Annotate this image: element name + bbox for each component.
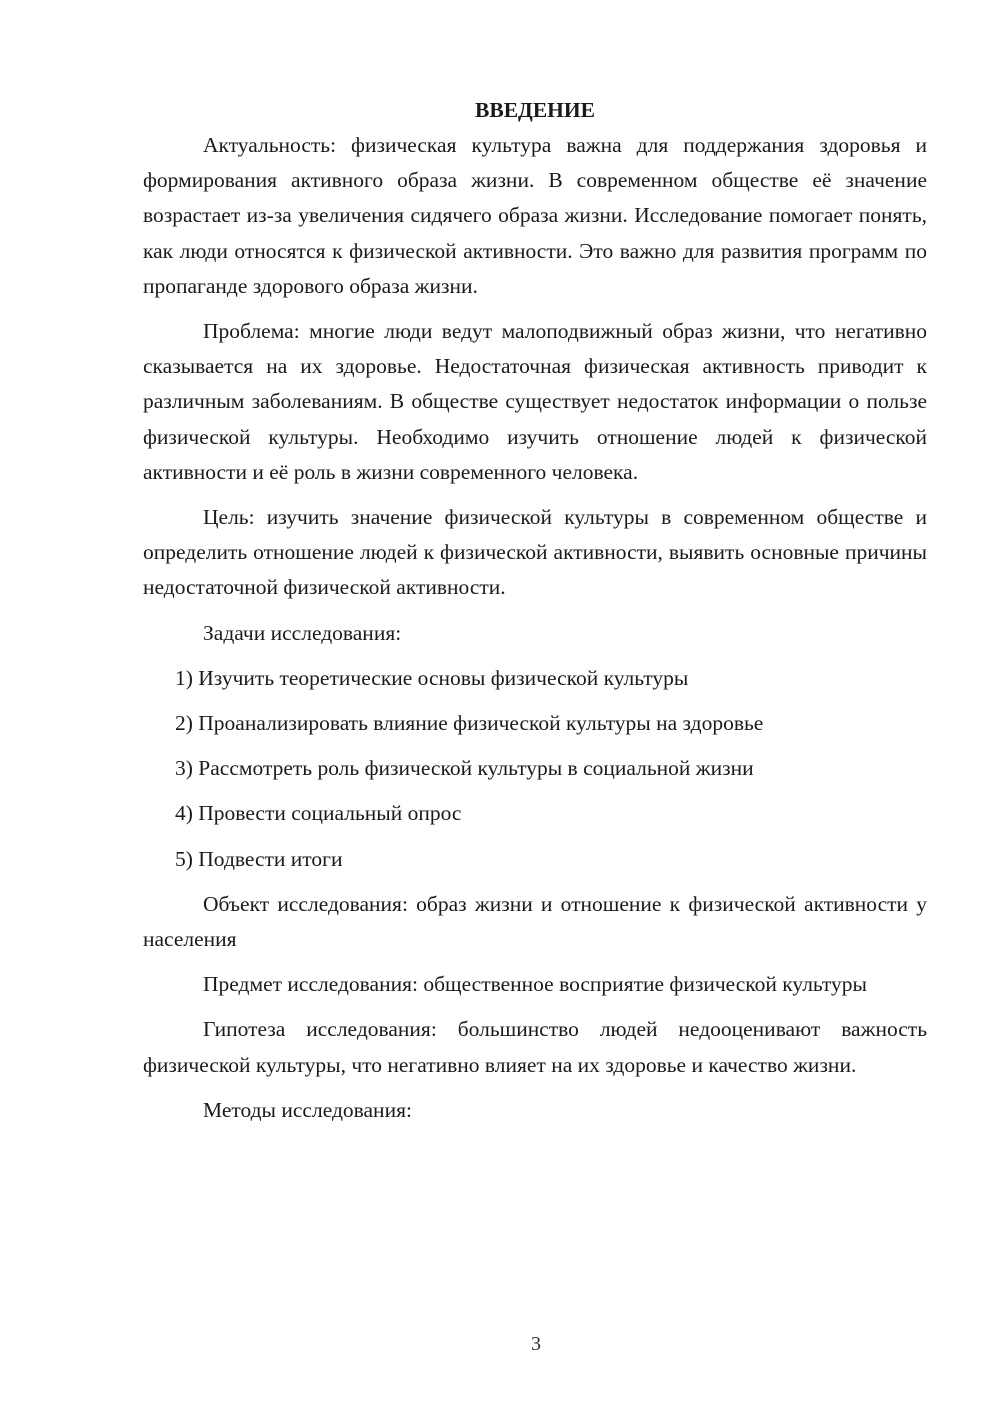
methods-heading: Методы исследования: <box>203 1097 412 1122</box>
list-item: 5) Подвести итоги <box>175 846 343 871</box>
list-item: 1) Изучить теоретические основы физической культуры <box>175 665 689 690</box>
subject-paragraph: Предмет исследования: общественное восприятие физической культуры <box>203 972 867 997</box>
list-item: 3) Рассмотреть роль физической культуры в социальной жизни <box>175 756 754 781</box>
tasks-list <box>143 661 927 877</box>
goal-paragraph: Цель: изучить значение физической культуры в современном обществе и определить отношение людей к физической активности, выявить основные причины недостаточной физической активности. <box>143 505 927 600</box>
list-item: 4) Провести социальный опрос <box>175 801 462 826</box>
page-title: ВВЕДЕНИЕ <box>475 98 595 122</box>
problem-paragraph: Проблема: многие люди ведут малоподвижный образ жизни, что негативно сказывается на их здоровье. Недостаточная физическая активность приводит к различным заболеваниям. В обществе существует недостаток информации о пользе физической культуры. Необходимо изучить отношение людей к физической активности и её роль в жизни современного человека. <box>143 319 927 484</box>
tasks-heading: Задачи исследования: <box>203 620 402 645</box>
hypothesis-paragraph: Гипотеза исследования: большинство людей недооценивают важность физической культуры, что негативно влияет на их здоровье и качество жизни. <box>143 1017 927 1077</box>
list-item: 2) Проанализировать влияние физической культуры на здоровье <box>175 711 764 736</box>
relevance-paragraph: Актуальность: физическая культура важна для поддержания здоровья и формирования активного образа жизни. В современном обществе её значение возрастает из-за увеличения сидячего образа жизни. Исследование помогает понять, как люди относятся к физической активности. Это важно для развития программ по пропаганде здорового образа жизни. <box>143 133 927 298</box>
page-number: 3 <box>531 1333 541 1355</box>
object-paragraph: Объект исследования: образ жизни и отношение к физической активности у населения <box>143 891 927 952</box>
page-content <box>143 92 927 1128</box>
